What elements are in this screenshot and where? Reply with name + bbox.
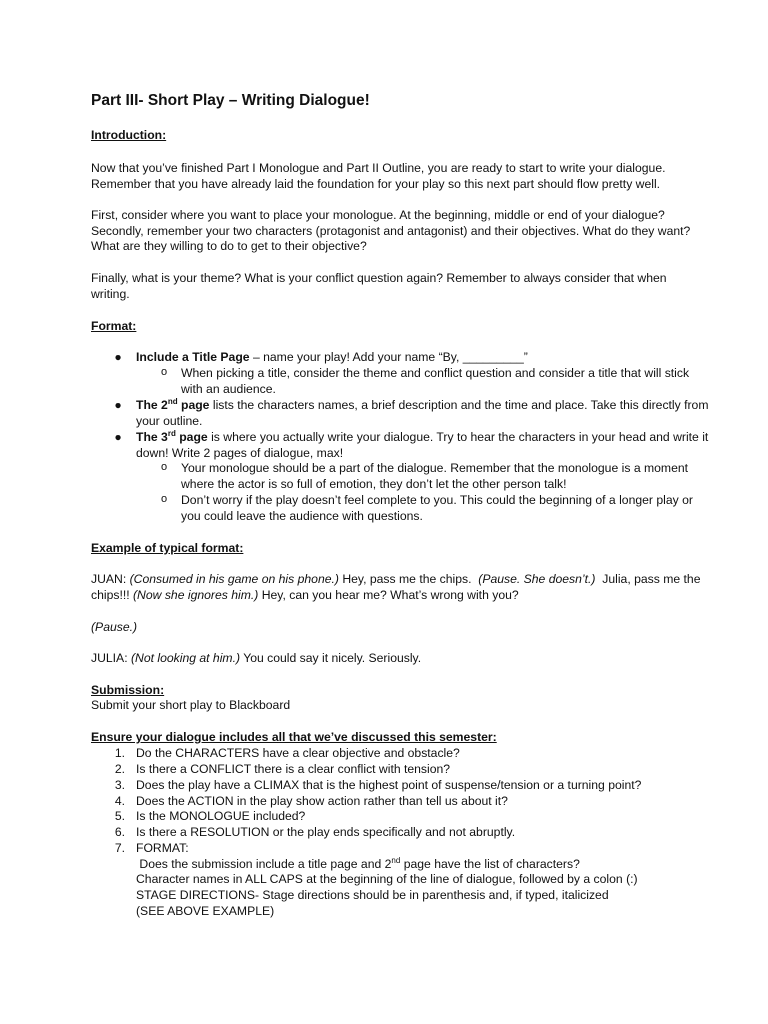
list-item-number: 3. [114,778,125,792]
list-item-number: 6. [114,825,125,839]
format-sub-title-line1: When picking a title, consider the theme and conflict question and consider a title that will stick [181,366,690,380]
format-bullet-title-page: Include a Title Page – name your play! Add your name “By, _________” [136,350,528,364]
bullet-icon: ● [114,398,122,412]
submission-heading: Submission: [91,683,165,697]
sub-bullet-icon: o [160,493,168,505]
intro-p2-line1: First, consider where you want to place your monologue. At the beginning, middle or end of your dialogue? [91,208,665,222]
example-juan-line1: JUAN: (Consumed in his game on his phone.) Hey, pass me the chips. (Pause. She doesn’t.) Julia, pass me the [91,572,701,586]
list-item-number: 2. [114,762,125,776]
example-heading: Example of typical format: [91,541,244,555]
list-item-number: 4. [114,794,125,808]
bullet-icon: ● [114,430,122,444]
format-bullet-second-page: The 2nd page lists the characters names, a brief description and the time and place. Take this directly from [136,396,709,412]
intro-p1-line2: Remember that you have already laid the foundation for your play so this next part should flow pretty well. [91,177,661,191]
intro-p3-line1: Finally, what is your theme? What is your conflict question again? Remember to always consider that when [91,271,667,285]
format-sub-title-line2: with an audience. [181,382,276,396]
example-juan-line2: chips!!! (Now she ignores him.) Hey, can you hear me? What’s wrong with you? [91,588,519,602]
page-title: Part III- Short Play – Writing Dialogue! [91,92,370,109]
bullet-icon: ● [114,350,122,364]
format-check-title-page: Does the submission include a title page and 2nd page have the list of characters? [136,855,580,871]
example-pause: (Pause.) [91,620,138,634]
checklist-heading: Ensure your dialogue includes all that we’ve discussed this semester: [91,730,497,744]
list-item: Do the CHARACTERS have a clear objective and obstacle? [136,746,460,760]
format-bullet-third-page-cont: down! Write 2 pages of dialogue, max! [136,446,344,460]
format-check-stage-directions: STAGE DIRECTIONS- Stage directions should be in parenthesis and, if typed, italicized [136,888,609,902]
list-item: Does the play have a CLIMAX that is the highest point of suspense/tension or a turning point? [136,778,642,792]
sub-bullet-icon: o [160,461,168,473]
list-item: Is there a RESOLUTION or the play ends specifically and not abruptly. [136,825,516,839]
intro-p3-line2: writing. [91,287,130,301]
intro-p1-line1: Now that you’ve finished Part I Monologue and Part II Outline, you are ready to start to write your dialogue. [91,161,666,175]
format-sub-complete-line2: you could leave the audience with questions. [181,509,423,523]
example-julia-line: JULIA: (Not looking at him.) You could say it nicely. Seriously. [91,651,422,665]
submission-text: Submit your short play to Blackboard [91,698,291,712]
format-heading: Format: [91,319,137,333]
list-item: Does the ACTION in the play show action rather than tell us about it? [136,794,508,808]
list-item-number: 5. [114,809,125,823]
intro-p2-line3: What are they willing to do to get to their objective? [91,239,367,253]
list-item-number: 7. [114,841,125,855]
sub-bullet-icon: o [160,366,168,378]
format-bullet-second-page-cont: your outline. [136,414,203,428]
format-check-see-example: (SEE ABOVE EXAMPLE) [136,904,275,918]
list-item: Is the MONOLOGUE included? [136,809,306,823]
intro-p2-line2: Secondly, remember your two characters (protagonist and antagonist) and their objectives. What do they want? [91,224,691,238]
list-item-number: 1. [114,746,125,760]
list-item: FORMAT: [136,841,189,855]
format-sub-monologue-line2: where the actor is so full of emotion, they don’t let the other person talk! [181,477,567,491]
format-sub-complete-line1: Don’t worry if the play doesn’t feel complete to you. This could the beginning of a longer play or [181,493,693,507]
format-bullet-third-page: The 3rd page is where you actually write your dialogue. Try to hear the characters in your head and write it [136,428,709,444]
intro-heading: Introduction: [91,128,167,142]
format-sub-monologue-line1: Your monologue should be a part of the dialogue. Remember that the monologue is a moment [181,461,689,475]
list-item: Is there a CONFLICT there is a clear conflict with tension? [136,762,451,776]
format-check-character-names: Character names in ALL CAPS at the beginning of the line of dialogue, followed by a colon (:) [136,872,638,886]
